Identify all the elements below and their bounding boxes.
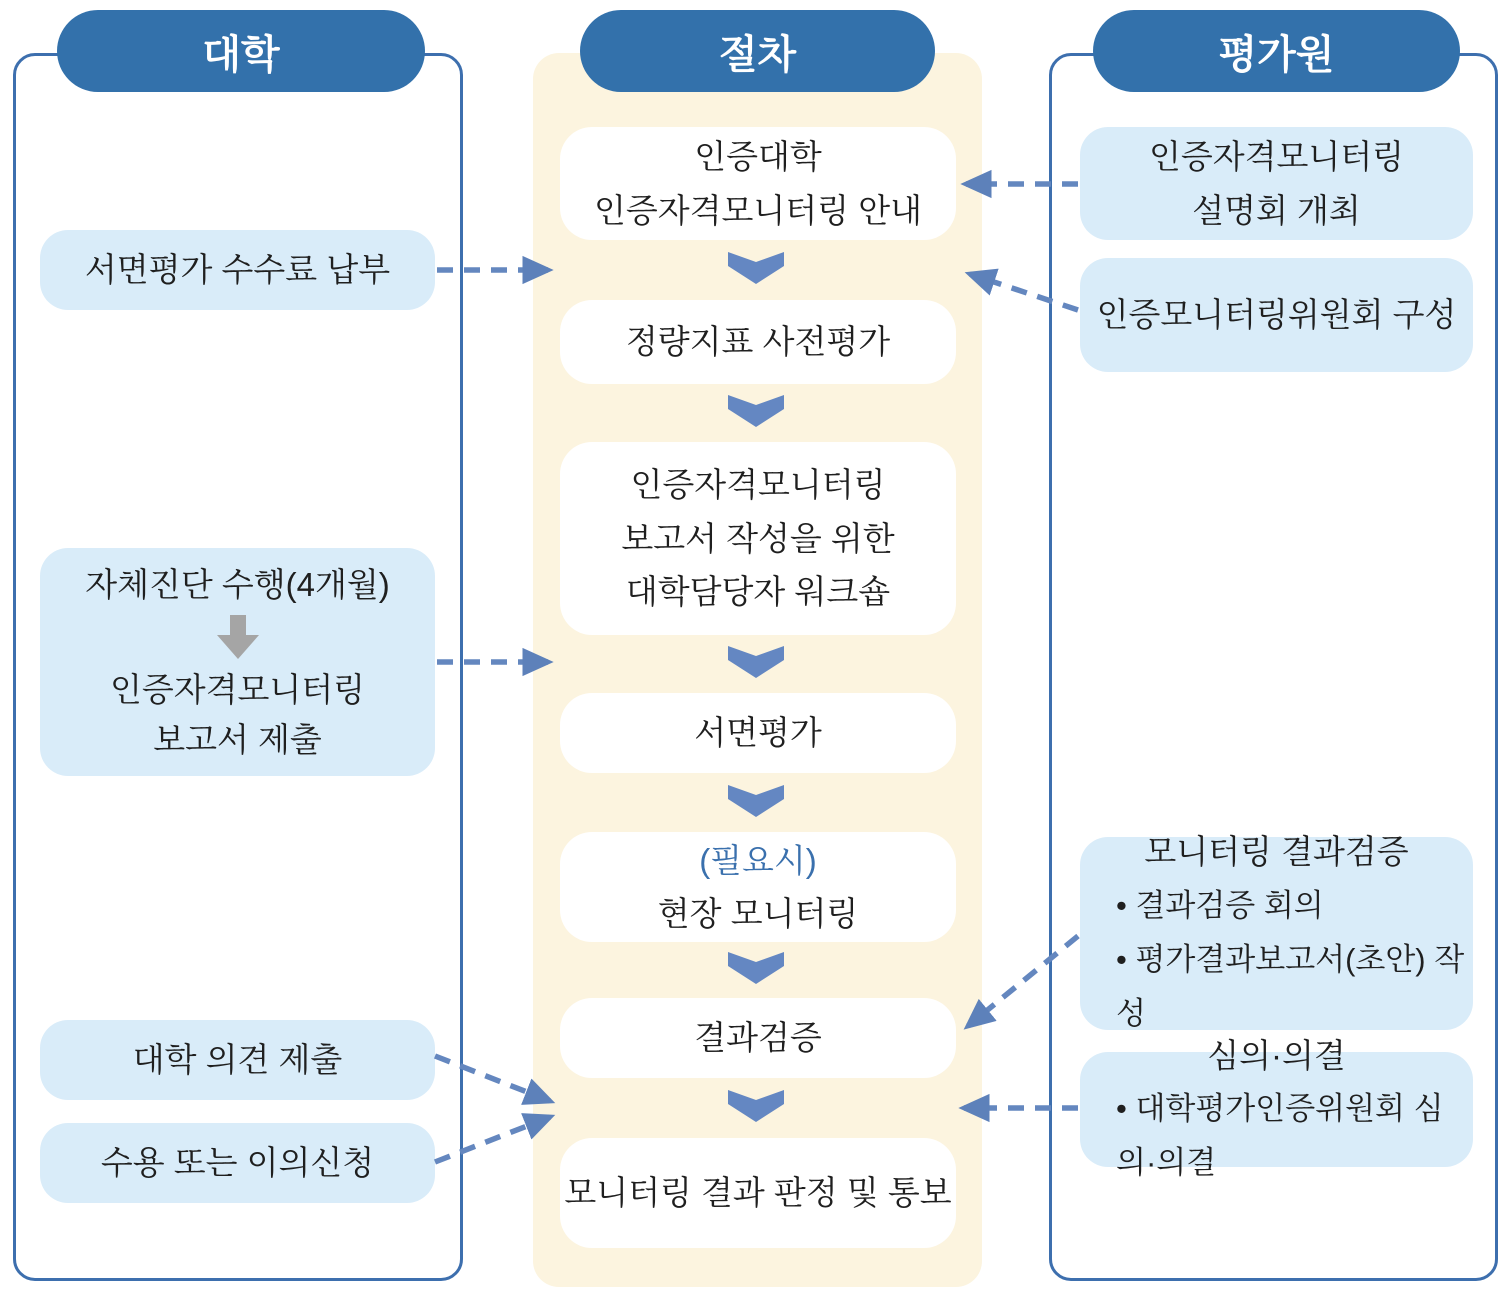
- self-diagnosis-label: 자체진단 수행(4개월): [85, 565, 390, 603]
- step-workshop: [560, 442, 956, 635]
- step-workshop-line2: 보고서 작성을 위한: [621, 519, 895, 557]
- box-briefing-session: [1080, 127, 1473, 240]
- step-document-evaluation-label: 서면평가: [694, 714, 822, 752]
- deliberation-bullet1: • 대학평가인증위원회 심의·의결: [1116, 1090, 1444, 1181]
- briefing-line2: 설명회 개최: [1192, 191, 1361, 229]
- header-pill-procedure: [580, 10, 935, 92]
- opinion-submit-label: 대학 의견 제출: [132, 1041, 343, 1079]
- step-quantitative-label: 정량지표 사전평가: [625, 323, 891, 361]
- step-document-evaluation: [560, 693, 956, 773]
- header-agency-label: 평가원: [1218, 32, 1335, 77]
- header-university-label: 대학: [202, 32, 280, 77]
- deliberation-bullets: [1080, 1082, 1473, 1191]
- box-accept-or-appeal: [40, 1123, 435, 1203]
- header-pill-university: [57, 10, 425, 92]
- box-deliberation: [1080, 1036, 1473, 1181]
- header-procedure-label: 절차: [718, 32, 797, 77]
- step-result-verification-label: 결과검증: [694, 1019, 822, 1057]
- fee-payment-label: 서면평가 수수료 납부: [84, 251, 391, 289]
- down-arrow-icon: [215, 615, 261, 659]
- briefing-line1: 인증자격모니터링: [1148, 138, 1405, 176]
- step-result-notification: [560, 1138, 956, 1248]
- deliberation-title: 심의·의결: [1207, 1036, 1346, 1074]
- result-verification-title: 모니터링 결과검증: [1144, 833, 1409, 871]
- step-result-verification: [560, 998, 956, 1078]
- box-opinion-submit: [40, 1020, 435, 1100]
- result-verification-bullets: [1080, 879, 1473, 1042]
- step-guidance-line1: 인증대학: [694, 138, 822, 176]
- result-verification-bullet1: • 결과검증 회의: [1116, 887, 1324, 923]
- committee-formation-label: 인증모니터링위원회 구성: [1096, 296, 1457, 334]
- step-result-notification-label: 모니터링 결과 판정 및 통보: [564, 1174, 952, 1212]
- step-quantitative-evaluation: [560, 300, 956, 384]
- step-workshop-line3: 대학담당자 워크숍: [625, 573, 891, 611]
- step-guidance: [560, 127, 956, 240]
- step-guidance-line2: 인증자격모니터링 안내: [594, 191, 922, 229]
- box-committee-formation: [1080, 258, 1473, 372]
- step-workshop-line1: 인증자격모니터링: [630, 466, 886, 504]
- step-site-monitoring: [560, 832, 956, 942]
- step-site-monitoring-label: 현장 모니터링: [657, 895, 859, 932]
- accept-or-appeal-label: 수용 또는 이의신청: [100, 1144, 375, 1182]
- box-self-diagnosis: [40, 548, 435, 776]
- step-site-monitoring-note: (필요시): [699, 841, 817, 879]
- result-verification-bullet2: • 평가결과보고서(초안) 작성: [1116, 942, 1465, 1032]
- box-monitoring-result-verification: [1080, 833, 1473, 1032]
- box-fee-payment: [40, 230, 435, 310]
- header-pill-agency: [1093, 10, 1460, 92]
- report-submit-line1: 인증자격모니터링: [109, 671, 366, 709]
- report-submit-line2: 보고서 제출: [153, 720, 322, 758]
